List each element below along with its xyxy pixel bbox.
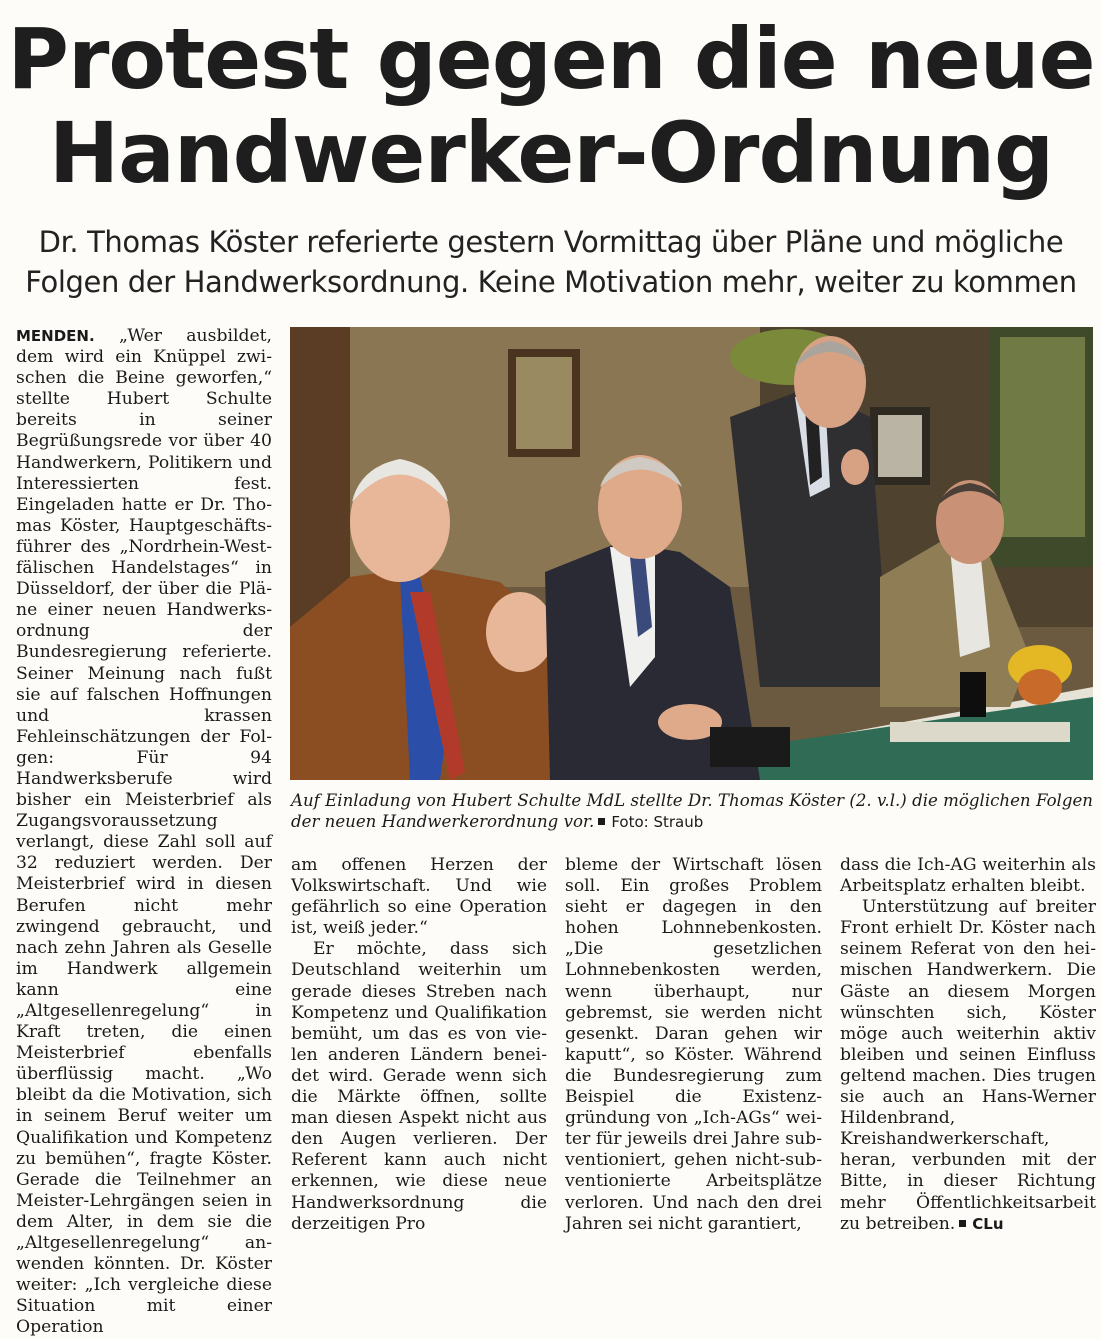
column4-paragraph-2: Unterstützung auf breiter Front erhielt Dr. Köster nach seinem Referat von den heimischen Handwerkern. Die Gäste an diesem Morgen wünschten sich, Köster möge auch weiterhin aktiv bleiben und seinen Einfluss geltend machen. Dies trugen sie auch an Hans-Werner Hildenbrand, Kreishandwerkerschaft, heran, verbunden mit der Bitte, in dieser Richtung mehr Öffentlichkeitsarbeit zu betreiben. [840,897,1096,1234]
headline-line-2: Handwerker-Ordnung [48,104,1054,202]
photo-caption [291,790,1093,833]
article-column-3 [565,855,822,1234]
subhead-line-2: Folgen der Handwerksordnung. Keine Motivation mehr, weiter zu kommen [25,265,1077,299]
column2-paragraph-2: Er möchte, dass sich Deutschland weiterhin um gerade dieses Streben nach Kompetenz und Qualifikation bemüht, um das es von vielen anderen Ländern beneidet wird. Gerade wenn sich die Märkte öffnen, sollte man diesen Aspekt nicht aus den Augen verlieren. Der Referent kann auch nicht erkennen, wie diese neue Handwerksordnung die derzeitigen Pro [291,939,547,1234]
column4-paragraph-1: dass die Ich-AG weiterhin als Arbeitsplatz erhalten bleibt. [840,855,1096,897]
subhead-line-1: Dr. Thomas Köster referierte gestern Vormittag über Pläne und mögliche [38,225,1064,259]
headline [0,12,1102,200]
photo-illustration [290,327,1093,780]
author-initials: CLu [972,1214,1004,1233]
article-column-2 [291,855,547,1234]
column3-paragraph: bleme der Wirtschaft lösen soll. Ein großes Problem sieht er dagegen in den hohen Lohnnebenkosten. „Die gesetzlichen Lohnnebenkosten werden, wenn überhaupt, nur gebremst, sie werden nicht gesenkt. Daran gehen wir kaputt“, so Köster. Während die Bundesregierung zum Beispiel die Existenzgründung von „Ich-AGs“ weiter für jeweils drei Jahre subventioniert, gehen nicht-subventionierte Arbeitsplätze verloren. Und nach den drei Jahren sei nicht garantiert, [565,855,822,1234]
photo-credit: Foto: Straub [611,813,704,831]
subheadline [0,222,1102,302]
article-column-1 [16,326,272,1338]
dateline: MENDEN. [16,327,95,345]
headline-line-1: Protest gegen die neue [7,10,1095,108]
column1-paragraph: „Wer ausbildet, dem wird ein Knüppel zwischen die Beine geworfen,“ stellte Hubert Schulte bereits in seiner Begrüßungsrede vor über 40 Handwerkern, Politikern und Interessierten fest. Eingeladen hatte er Dr. Thomas Köster, Hauptgeschäftsführer des „Nordrhein-Westfälischen Handelstages“ in Düsseldorf, der über die Pläne einer neuen Handwerksordnung der Bundesregierung referierte. Seiner Meinung nach fußt sie auf falschen Hoffnungen und krassen Fehleinschätzungen der Folgen: Für 94 Handwerksberufe wird bisher ein Meisterbrief als Zugangsvoraussetzung verlangt, diese Zahl soll auf 32 reduziert werden. Der Meisterbrief wird in diesen Berufen nicht mehr zwingend gebraucht, und nach zehn Jahren als Geselle im Handwerk allgemein kann eine „Altgesellenregelung“ in Kraft treten, die einen Meisterbrief ebenfalls überflüssig macht. „Wo bleibt da die Motivation, sich in seinem Beruf weiter um Qualifikation und Kompetenz zu bemühen“, fragte Köster. Gerade die Teilnehmer an Meister-Lehrgängen seien in dem Alter, in dem sie die „Altgesellenregelung“ anwenden könnten. Dr. Köster weiter: „Ich vergleiche diese Situation mit einer Operation [16,326,272,1338]
end-square-icon [598,818,605,825]
caption-text: Auf Einladung von Hubert Schulte MdL stellte Dr. Thomas Köster (2. v.l.) die möglichen Folgen der neuen Handwerkerordnung vor. [291,791,1093,831]
column2-paragraph-1: am offenen Herzen der Volkswirtschaft. Und wie gefährlich so eine Operation ist, weiß jeder.“ [291,855,547,939]
article-column-4 [840,855,1096,1234]
article-photo [290,327,1093,780]
